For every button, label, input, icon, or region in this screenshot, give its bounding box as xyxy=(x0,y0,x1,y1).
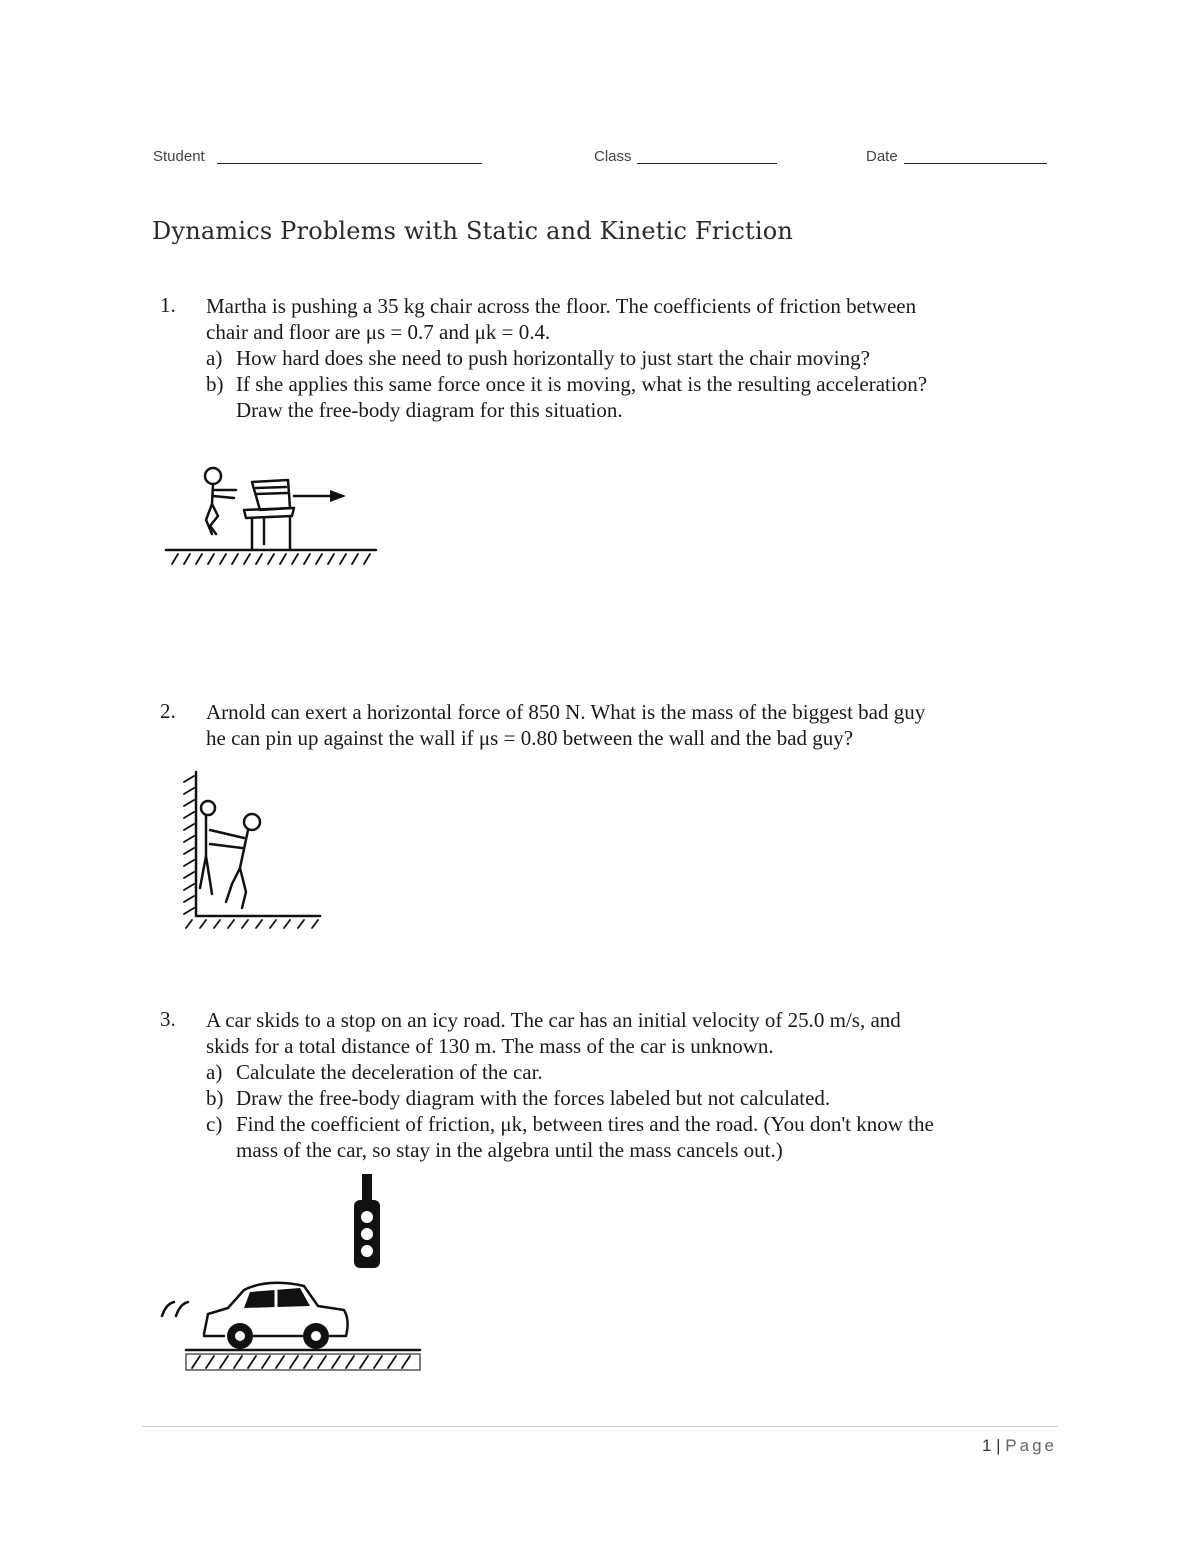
figure-traffic-light xyxy=(348,1172,388,1272)
car-front-hub xyxy=(311,1331,321,1341)
bad-guy-body xyxy=(200,816,212,894)
class-label: Class xyxy=(594,148,632,165)
q2-line-1: Arnold can exert a horizontal force of 850 N. What is the mass of the biggest bad guy xyxy=(206,700,926,724)
q1b-line-2: Draw the free-body diagram for this situation. xyxy=(236,398,623,422)
q3c-label: c) xyxy=(206,1112,223,1136)
q3b-label: b) xyxy=(206,1086,224,1110)
person-arms xyxy=(213,490,236,498)
q1-part-b xyxy=(206,371,1066,423)
q3-part-a xyxy=(206,1059,1086,1085)
figure-pushing-chair xyxy=(160,460,390,575)
class-field[interactable] xyxy=(637,163,777,164)
q3-parts xyxy=(206,1059,1086,1163)
q1-parts xyxy=(206,345,1066,423)
footer-rule xyxy=(142,1426,1058,1427)
traffic-light-pole xyxy=(362,1174,372,1202)
road-hatching xyxy=(192,1356,410,1368)
chair-slats xyxy=(256,487,287,494)
q3-number: 3. xyxy=(160,1007,176,1031)
q3-part-c xyxy=(206,1111,1086,1163)
bad-guy-head xyxy=(201,801,215,815)
q1-text xyxy=(206,293,1066,345)
chair-seat xyxy=(244,508,294,518)
q3-line-1: A car skids to a stop on an icy road. The car has an initial velocity of 25.0 m/s, and xyxy=(206,1008,901,1032)
q3c-line-1: Find the coefficient of friction, μk, between tires and the road. (You don't know the xyxy=(236,1112,934,1136)
figure-wall-pin xyxy=(170,768,330,933)
q1a-label: a) xyxy=(206,346,223,370)
q3a-text: Calculate the deceleration of the car. xyxy=(236,1060,543,1084)
page-separator: | xyxy=(996,1436,1001,1455)
q1a-text: How hard does she need to push horizontally to just start the chair moving? xyxy=(236,346,870,370)
arnold-head xyxy=(244,814,260,830)
traffic-light-top-icon xyxy=(360,1210,374,1224)
skid-marks-icon xyxy=(162,1302,188,1316)
q1b-line-1: If she applies this same force once it is moving, what is the resulting acceleration? xyxy=(236,372,928,396)
page-title: Dynamics Problems with Static and Kinetic Friction xyxy=(152,217,794,245)
person-head xyxy=(205,468,221,484)
date-label: Date xyxy=(866,148,898,165)
car-rear-hub xyxy=(235,1331,245,1341)
page-word: Page xyxy=(1005,1436,1057,1455)
q1-number: 1. xyxy=(160,293,176,317)
figure-skidding-car xyxy=(158,1270,428,1375)
q3a-label: a) xyxy=(206,1060,223,1084)
chair-legs xyxy=(252,516,290,550)
page-footer xyxy=(982,1436,1057,1456)
student-field[interactable] xyxy=(217,163,482,164)
traffic-light-bottom-icon xyxy=(360,1244,374,1258)
page-number: 1 xyxy=(981,1436,992,1455)
person-leg xyxy=(206,504,212,534)
wall-hatching xyxy=(184,776,194,914)
student-label: Student xyxy=(153,148,205,165)
q3-part-b xyxy=(206,1085,1086,1111)
q1-line-2: chair and floor are μs = 0.7 and μk = 0.4. xyxy=(206,320,551,344)
q2-text xyxy=(206,699,1066,751)
q2-line-2: he can pin up against the wall if μs = 0.80 between the wall and the bad guy? xyxy=(206,726,854,750)
q3b-text: Draw the free-body diagram with the forces labeled but not calculated. xyxy=(236,1086,831,1110)
traffic-light-middle-icon xyxy=(360,1227,374,1241)
q3-line-2: skids for a total distance of 130 m. The mass of the car is unknown. xyxy=(206,1034,774,1058)
q3c-line-2: mass of the car, so stay in the algebra until the mass cancels out.) xyxy=(236,1138,783,1162)
arnold-arms xyxy=(210,830,244,848)
push-arrow-icon xyxy=(330,490,346,502)
q3-text xyxy=(206,1007,1086,1059)
arnold-body xyxy=(226,830,248,908)
q2-number: 2. xyxy=(160,699,176,723)
q1-line-1: Martha is pushing a 35 kg chair across the floor. The coefficients of friction between xyxy=(206,294,917,318)
date-field[interactable] xyxy=(904,163,1047,164)
q1b-label: b) xyxy=(206,372,224,396)
q1-part-a xyxy=(206,345,1066,371)
floor-hatching xyxy=(172,554,370,564)
floor-hatching-2 xyxy=(186,920,318,928)
